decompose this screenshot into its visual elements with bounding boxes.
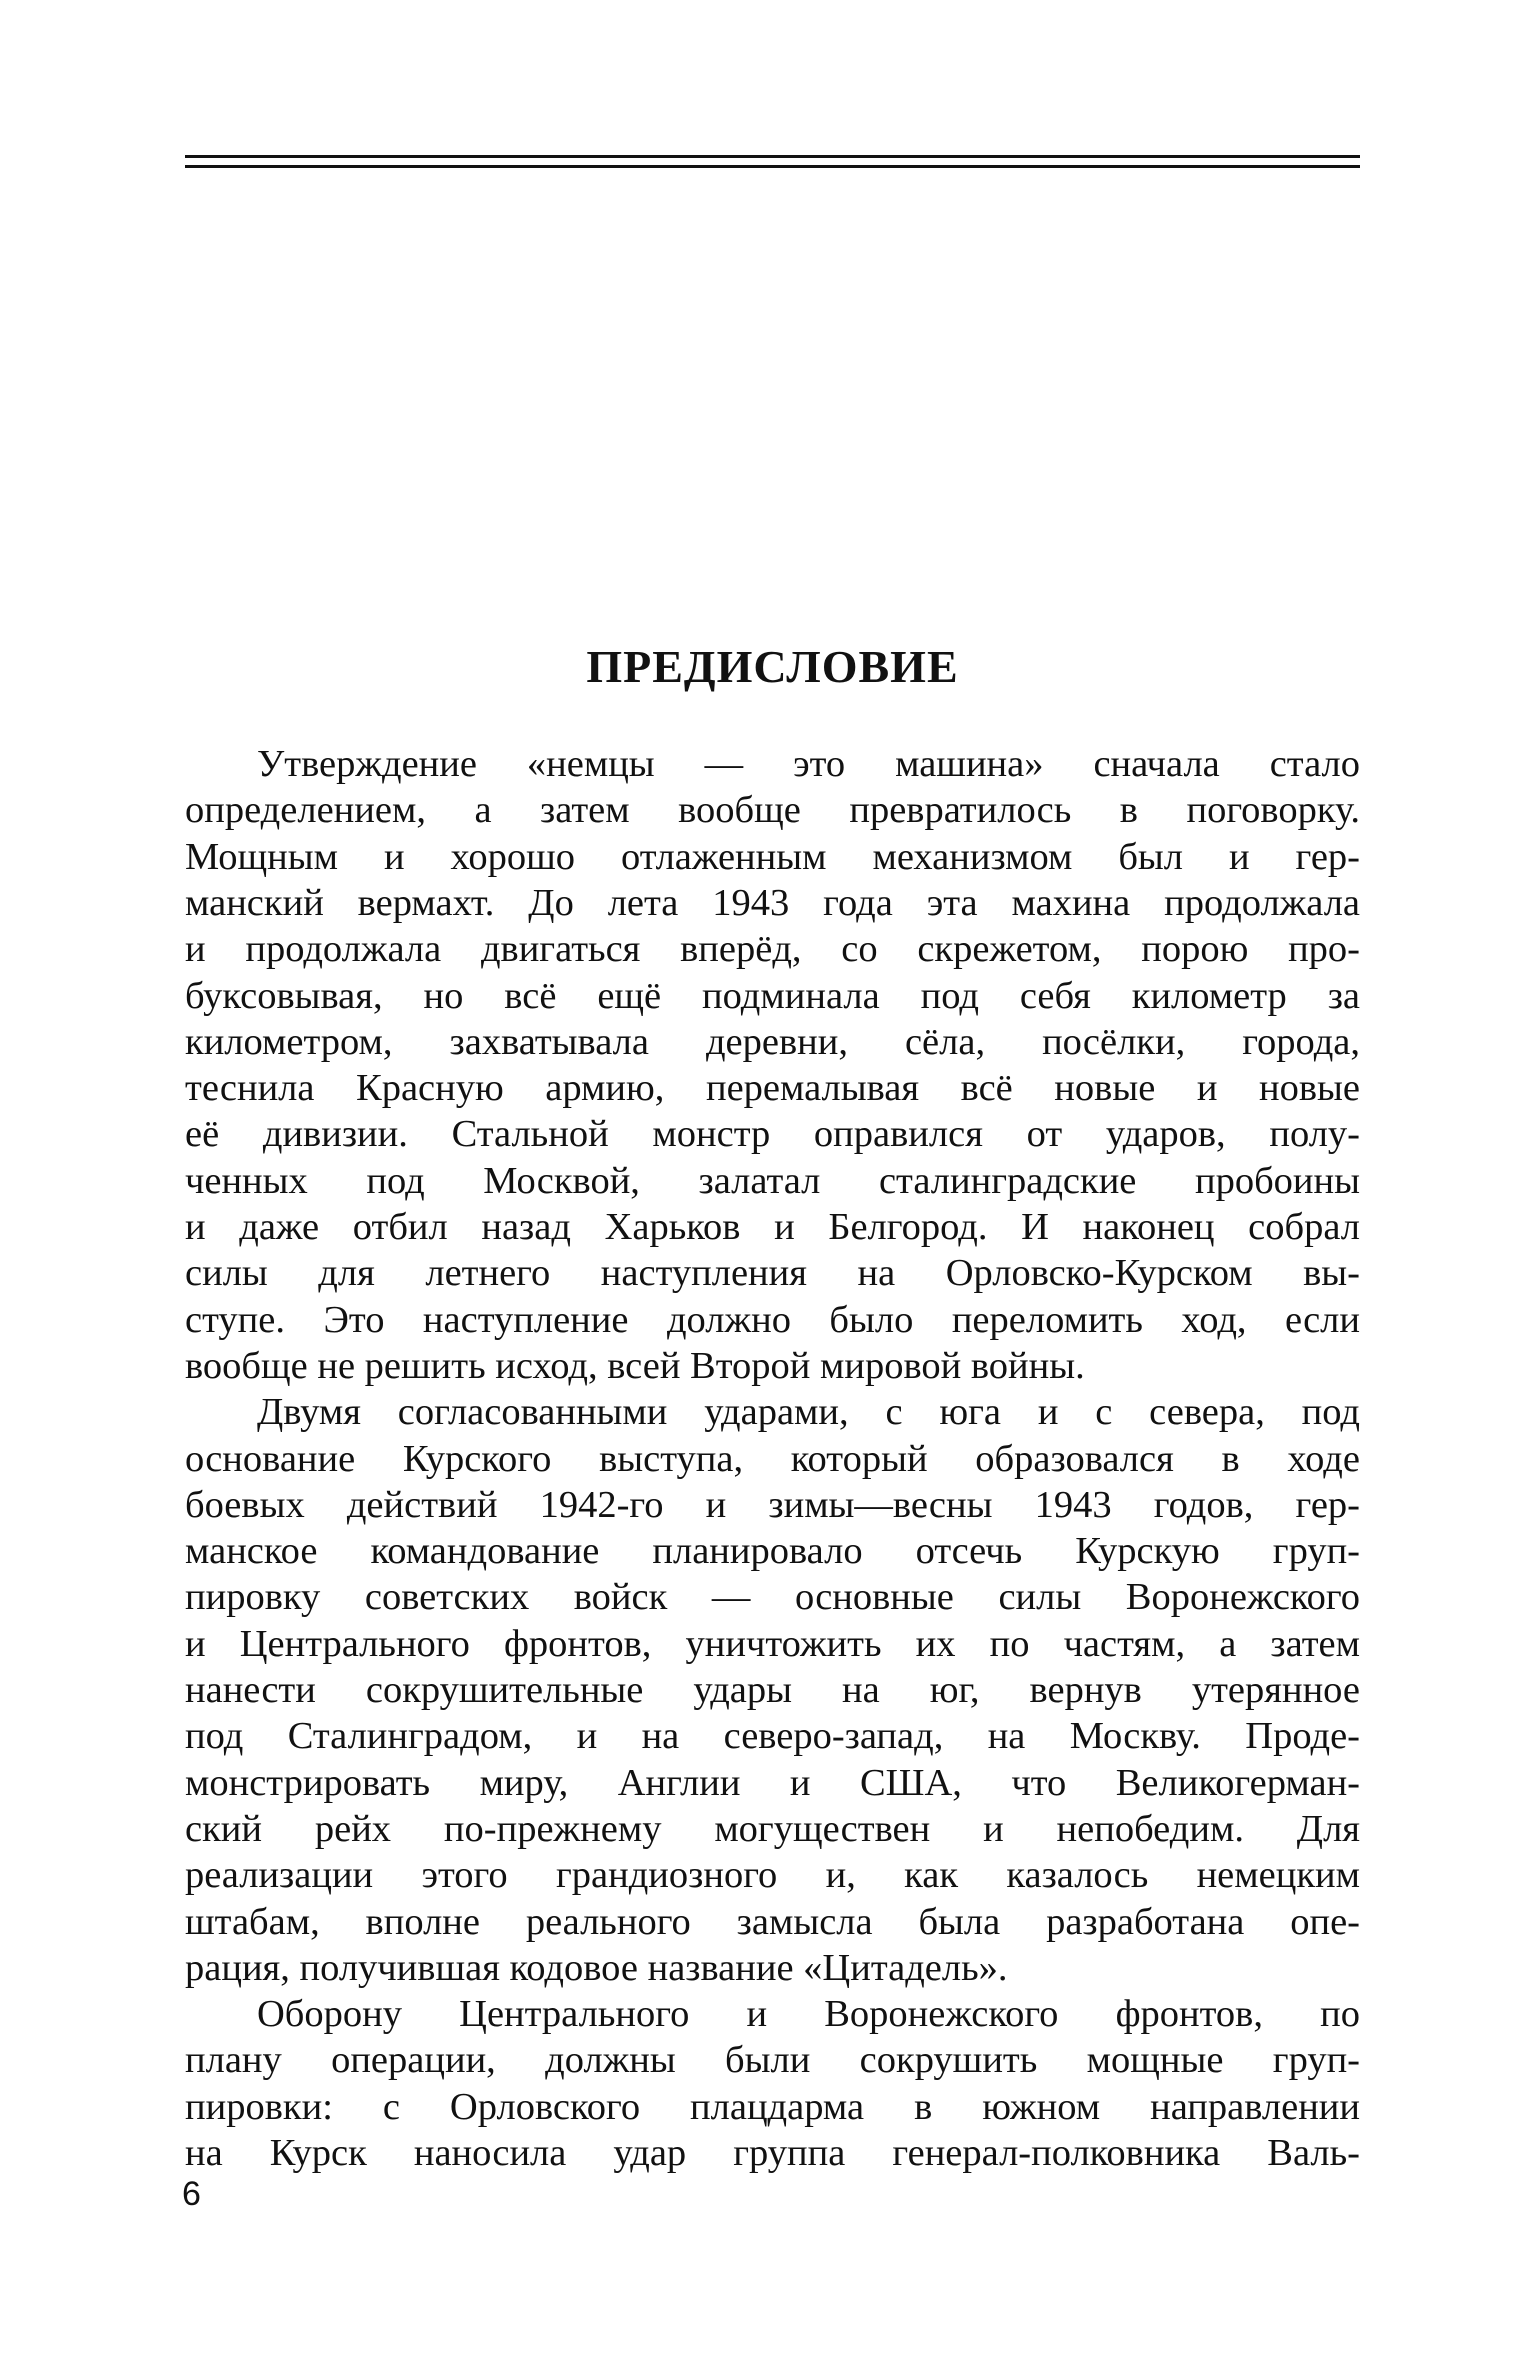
text-line: на Курск наносила удар группа генерал-полковника Валь- [185, 2132, 1360, 2174]
text-line: и даже отбил назад Харьков и Белгород. И наконец собрал [185, 1206, 1360, 1248]
text-line: рация, получившая кодовое название «Цитадель». [185, 1946, 1008, 1989]
text-line: штабам, вполне реального замысла была разработана опе- [185, 1900, 1360, 1943]
text-line: манский вермахт. До лета 1943 года эта махина продолжала [185, 881, 1360, 924]
page-number: 6 [182, 2175, 201, 2213]
text-line: Утверждение «немцы — это машина» сначала стало [257, 743, 1360, 785]
text-line: теснила Красную армию, перемалывая всё новые и новые [185, 1067, 1360, 1110]
text-line: плану операции, должны были сокрушить мощные груп- [185, 2039, 1360, 2082]
text-line: нанести сокрушительные удары на юг, вернув утерянное [185, 1669, 1360, 1711]
text-line: буксовывая, но всё ещё подминала под себя километр за [185, 974, 1360, 1017]
text-line: реализации этого грандиозного и, как казалось немецким [185, 1854, 1360, 1897]
text-line: ский рейх по-прежнему могуществен и непобедим. Для [185, 1807, 1360, 1850]
text-line: определением, а затем вообще превратилось в поговорку. [185, 789, 1360, 832]
text-line: и продолжала двигаться вперёд, со скрежетом, порою про- [185, 928, 1360, 971]
text-line: пировки: с Орловского плацдарма в южном направлении [185, 2085, 1360, 2128]
text-line: вообще не решить исход, всей Второй мировой войны. [185, 1344, 1085, 1387]
text-line: Мощным и хорошо отлаженным механизмом был и гер- [185, 835, 1360, 878]
header-rule-top [185, 155, 1360, 158]
text-line: под Сталинградом, и на северо-запад, на Москву. Проде- [185, 1715, 1360, 1758]
text-line: Оборону Центрального и Воронежского фронтов, по [257, 1993, 1360, 2036]
text-line: боевых действий 1942-го и зимы—весны 1943 годов, гер- [185, 1483, 1360, 1526]
text-line: её дивизии. Стальной монстр оправился от ударов, полу- [185, 1113, 1360, 1156]
text-line: манское командование планировало отсечь Курскую груп- [185, 1530, 1360, 1573]
header-rule-bottom [185, 165, 1360, 168]
text-line: силы для летнего наступления на Орловско-Курском вы- [185, 1252, 1360, 1295]
text-line: километром, захватывала деревни, сёла, посёлки, города, [185, 1020, 1360, 1063]
text-line: и Центрального фронтов, уничтожить их по частям, а затем [185, 1622, 1360, 1665]
text-line: монстрировать миру, Англии и США, что Великогерман- [185, 1761, 1360, 1804]
text-line: Двумя согласованными ударами, с юга и с севера, под [257, 1391, 1360, 1434]
text-line: ступе. Это наступление должно было переломить ход, если [185, 1298, 1360, 1341]
text-line: основание Курского выступа, который образовался в ходе [185, 1437, 1360, 1480]
text-line: ченных под Москвой, залатал сталинградские пробоины [185, 1159, 1360, 1202]
chapter-heading: ПРЕДИСЛОВИЕ [586, 641, 959, 692]
text-line: пировку советских войск — основные силы Воронежского [185, 1576, 1360, 1619]
